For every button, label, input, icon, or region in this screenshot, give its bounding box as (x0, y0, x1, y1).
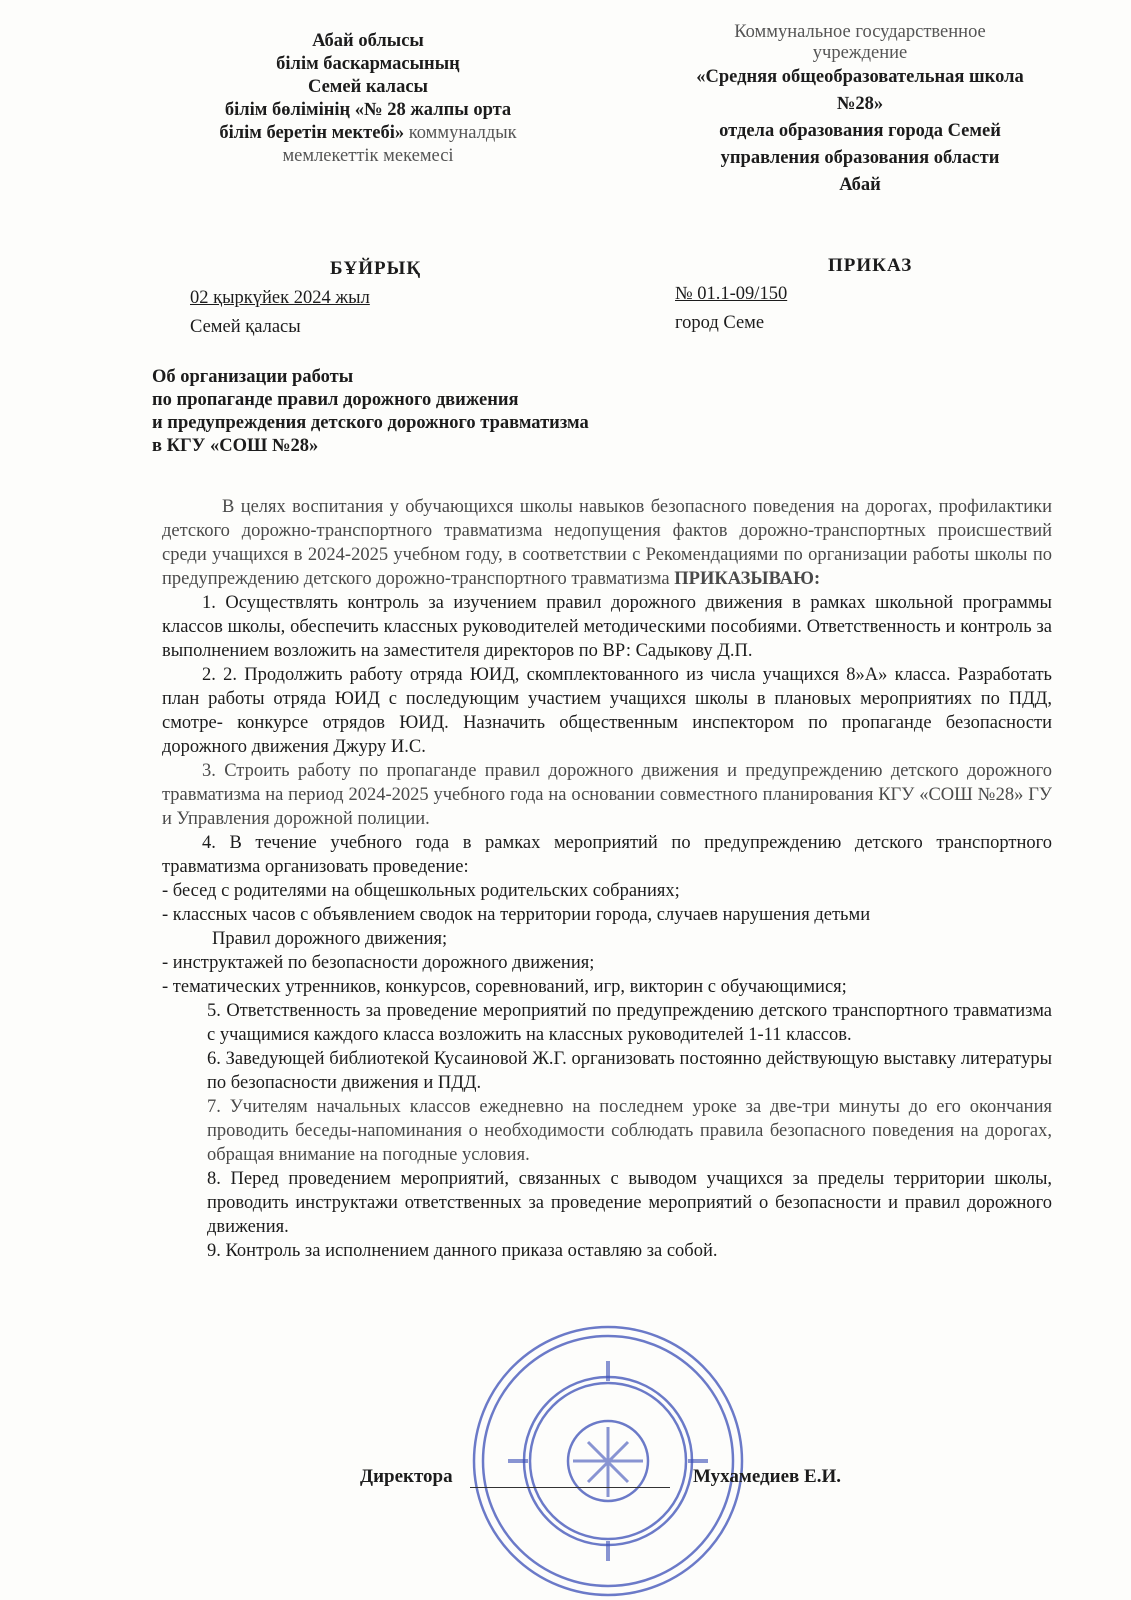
clause-9: 9. Контроль за исполнением данного приказа оставляю за собой. (207, 1241, 718, 1261)
order-date: 02 қыркүйек 2024 жыл (190, 288, 370, 308)
header-ru-line6: управления образования области (720, 148, 1000, 168)
header-ru-line1: Коммунальное государственное (734, 22, 986, 42)
header-ru-line5: отдела образования города Семей (719, 121, 1001, 141)
clause-8: 8. Перед проведением мероприятий, связанных с выводом учащихся за пределы территории школы, проводить инструктажи ответственных за проведение мероприятий о безопасности и правил дорожного движения. (207, 1169, 1052, 1237)
clause-4-dash-3: - инструктажей по безопасности дорожного движения; (162, 953, 595, 973)
subject-line2: по пропаганде правил дорожного движения (152, 390, 519, 410)
header-kz-line3: Семей каласы (308, 77, 428, 97)
header-ru-line7: Абай (839, 175, 881, 195)
intro-command: ПРИКАЗЫВАЮ: (674, 569, 821, 589)
header-kz-line2: білім баскармасының (276, 54, 460, 74)
header-kz-line5-tail: коммуналдык (404, 123, 517, 143)
clause-4-dash-1: - бесед с родителями на общешкольных родительских собраниях; (162, 881, 680, 901)
header-ru-line3: «Средняя общеобразовательная школа (696, 67, 1024, 87)
clause-1: 1. Осуществлять контроль за изучением правил дорожного движения в рамках школьной программы классов школы, обеспечить классных руководителей методическими пособиями. Ответственность и контроль за выполнением возложить на заместителя директоров по ВР: Садыкову Д.П. (162, 593, 1052, 661)
header-kz-line6: мемлекеттік мекемесі (282, 146, 454, 166)
official-seal (468, 1322, 748, 1600)
signature-role: Директора (360, 1466, 453, 1487)
header-kz-line1: Абай облысы (312, 31, 424, 51)
order-body (162, 495, 1052, 1263)
clause-4-dash-2: - классных часов с объявлением сводок на территории города, случаев нарушения детьми (162, 905, 871, 925)
header-kz-line4: білім бөлімінің «№ 28 жалпы орта (224, 100, 512, 120)
subject-line1: Об организации работы (152, 367, 354, 387)
intro-paragraph (162, 495, 1052, 591)
clause-5: 5. Ответственность за проведение мероприятий по предупреждению детского транспортного травматизма с учащимися каждого класса возложить на классных руководителей 1-11 классов. (207, 1001, 1052, 1045)
order-number: № 01.1-09/150 (675, 284, 788, 304)
order-title-kz: БҰЙРЫҚ (330, 258, 422, 279)
clause-3: 3. Строить работу по пропаганде правил дорожного движения и предупреждению детского дорожного травматизма на период 2024-2025 учебного года на основании совместного планирования КГУ «СОШ №28» ГУ и Управления дорожной полиции. (162, 761, 1052, 829)
order-city-ru: город Семе (675, 313, 765, 333)
clause-4-dash-2-cont: Правил дорожного движения; (212, 929, 448, 949)
header-ru-line4: №28» (836, 94, 884, 114)
order-city-kz: Семей қаласы (190, 317, 301, 337)
clause-4-dash-4: - тематических утренников, конкурсов, соревнований, игр, викторин с обучающимися; (162, 977, 847, 997)
clause-2: 2. 2. Продолжить работу отряда ЮИД, скомплектованного из числа учащихся 8»А» класса. Разработать план работы отряда ЮИД с последующим участием учащихся школы в плановых мероприятиях по ПДД, смотре- конкурсе отрядов ЮИД. Назначить общественным инспектором по пропаганде безопасности дорожного движения Джуру И.С. (162, 665, 1052, 757)
header-ru (640, 22, 1080, 199)
intro-text: В целях воспитания у обучающихся школы навыков безопасного поведения на дорогах, профилактики детского дорожно-транспортного травматизма недопущения фактов дорожно-транспортных происшествий среди учащихся в 2024-2025 учебном году, в соответствии с Рекомендациями по организации работы школы по предупреждению детского дорожно-транспортного травматизма (162, 497, 1052, 589)
order-subject (152, 366, 772, 458)
clause-4: 4. В течение учебного года в рамках мероприятий по предупреждению детского транспортного травматизма организовать проведение: (162, 833, 1052, 877)
signature-line (470, 1487, 670, 1488)
clause-6: 6. Заведующей библиотекой Кусаиновой Ж.Г. организовать постоянно действующую выставку литературы по безопасности движения и ПДД. (207, 1049, 1052, 1093)
header-kz-line5: білім беретін мектебі» (219, 123, 405, 143)
signature-name: Мухамедиев Е.И. (693, 1466, 842, 1487)
clause-7: 7. Учителям начальных классов ежедневно на последнем уроке за две-три минуты до его окончания проводить беседы-напоминания о необходимости соблюдать правила безопасного поведения на дорогах, обращая внимание на погодные условия. (207, 1097, 1052, 1165)
subject-line3: и предупреждения детского дорожного травматизма (152, 413, 589, 433)
subject-line4: в КГУ «СОШ №28» (152, 436, 319, 456)
header-ru-line2: учреждение (812, 43, 908, 63)
header-kz (168, 30, 568, 168)
order-title-ru: ПРИКАЗ (828, 255, 913, 276)
